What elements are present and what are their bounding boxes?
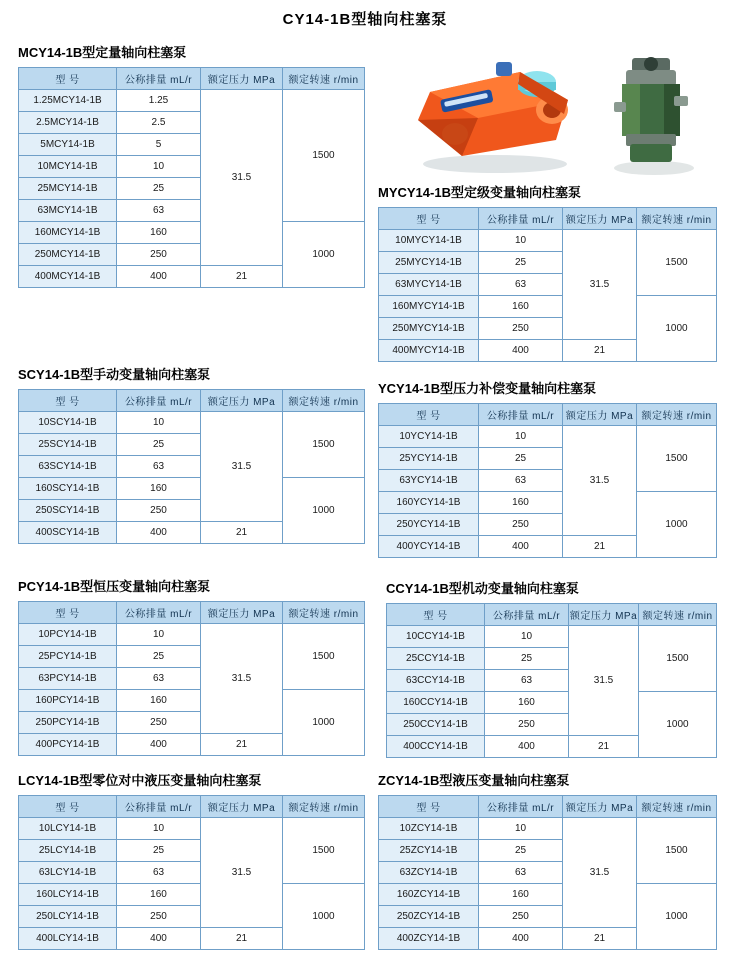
spec-table-mycy: [378, 207, 717, 362]
cell-displacement: 400: [117, 522, 201, 544]
cell-displacement: 63: [117, 200, 201, 222]
cell-model: 63MCY14-1B: [19, 200, 117, 222]
cell-speed-low: 1000: [283, 690, 365, 756]
table-row: [19, 478, 365, 500]
table-row: [19, 690, 365, 712]
cell-speed-high: 1500: [283, 90, 365, 222]
cell-displacement: 160: [117, 478, 201, 500]
cell-displacement: 10: [479, 426, 563, 448]
section-lcy: [18, 770, 364, 950]
table-row: [19, 222, 365, 244]
cell-displacement: 250: [479, 514, 563, 536]
col-model: 型 号: [19, 68, 117, 90]
col-model: 型 号: [387, 604, 485, 626]
cell-model: 25LCY14-1B: [19, 840, 117, 862]
cell-model: 160MCY14-1B: [19, 222, 117, 244]
col-pressure: 额定压力 MPa: [201, 68, 283, 90]
section-ccy: [386, 578, 716, 758]
cell-model: 10ZCY14-1B: [379, 818, 479, 840]
col-model: 型 号: [19, 390, 117, 412]
cell-displacement: 400: [479, 536, 563, 558]
cell-model: 250MCY14-1B: [19, 244, 117, 266]
cell-displacement: 160: [117, 222, 201, 244]
cell-speed-low: 1000: [283, 222, 365, 288]
cell-displacement: 160: [485, 692, 569, 714]
col-pressure: 额定压力 MPa: [201, 602, 283, 624]
col-pressure: 额定压力 MPa: [569, 604, 639, 626]
cell-displacement: 160: [479, 492, 563, 514]
cell-pressure-main: 31.5: [201, 624, 283, 734]
col-model: 型 号: [379, 208, 479, 230]
cell-displacement: 2.5: [117, 112, 201, 134]
cell-model: 5MCY14-1B: [19, 134, 117, 156]
cell-displacement: 10: [117, 818, 201, 840]
cell-pressure-main: 31.5: [201, 412, 283, 522]
cell-displacement: 25: [479, 252, 563, 274]
cell-displacement: 10: [479, 230, 563, 252]
col-speed: 额定转速 r/min: [637, 796, 717, 818]
table-header-row: [379, 404, 717, 426]
cell-pressure-last: 21: [563, 536, 637, 558]
cell-model: 25PCY14-1B: [19, 646, 117, 668]
table-header-row: [19, 68, 365, 90]
col-displacement: 公称排量 mL/r: [479, 404, 563, 426]
cell-pressure-main: 31.5: [563, 426, 637, 536]
cell-displacement: 250: [117, 244, 201, 266]
cell-displacement: 400: [485, 736, 569, 758]
cell-displacement: 400: [479, 928, 563, 950]
spec-table-scy: [18, 389, 365, 544]
cell-pressure-last: 21: [563, 340, 637, 362]
section-title-scy: SCY14-1B型手动变量轴向柱塞泵: [18, 367, 211, 382]
cell-speed-low: 1000: [637, 492, 717, 558]
cell-model: 160YCY14-1B: [379, 492, 479, 514]
cell-speed-high: 1500: [283, 412, 365, 478]
table-row: [19, 90, 365, 112]
table-row: [379, 884, 717, 906]
cell-pressure-main: 31.5: [563, 818, 637, 928]
col-speed: 额定转速 r/min: [639, 604, 717, 626]
cell-displacement: 160: [479, 884, 563, 906]
col-speed: 额定转速 r/min: [283, 796, 365, 818]
cell-model: 400MCY14-1B: [19, 266, 117, 288]
spec-table-zcy: [378, 795, 717, 950]
cell-model: 160PCY14-1B: [19, 690, 117, 712]
col-displacement: 公称排量 mL/r: [485, 604, 569, 626]
table-header-row: [19, 390, 365, 412]
section-title-lcy: LCY14-1B型零位对中液压变量轴向柱塞泵: [18, 773, 262, 788]
cell-displacement: 160: [479, 296, 563, 318]
cell-displacement: 160: [117, 884, 201, 906]
col-speed: 额定转速 r/min: [283, 390, 365, 412]
cell-displacement: 63: [117, 668, 201, 690]
table-row: [19, 884, 365, 906]
cell-pressure-last: 21: [201, 266, 283, 288]
cell-displacement: 250: [479, 318, 563, 340]
cell-displacement: 10: [479, 818, 563, 840]
col-displacement: 公称排量 mL/r: [117, 602, 201, 624]
cell-pressure-last: 21: [569, 736, 639, 758]
cell-model: 10MCY14-1B: [19, 156, 117, 178]
cell-displacement: 25: [485, 648, 569, 670]
cell-model: 1.25MCY14-1B: [19, 90, 117, 112]
table-header-row: [379, 208, 717, 230]
section-ycy: [378, 378, 716, 558]
spec-table-ycy: [378, 403, 717, 558]
table-header-row: [379, 796, 717, 818]
cell-model: 63ZCY14-1B: [379, 862, 479, 884]
table-row: [379, 818, 717, 840]
col-speed: 额定转速 r/min: [637, 208, 717, 230]
cell-displacement: 10: [117, 412, 201, 434]
cell-displacement: 25: [479, 840, 563, 862]
cell-pressure-main: 31.5: [201, 818, 283, 928]
section-title-ycy: YCY14-1B型压力补偿变量轴向柱塞泵: [378, 381, 597, 396]
cell-model: 400LCY14-1B: [19, 928, 117, 950]
col-speed: 额定转速 r/min: [283, 602, 365, 624]
table-row: [379, 426, 717, 448]
cell-model: 160MYCY14-1B: [379, 296, 479, 318]
table-header-row: [19, 602, 365, 624]
cell-pressure-last: 21: [563, 928, 637, 950]
cell-speed-low: 1000: [639, 692, 717, 758]
table-row: [379, 230, 717, 252]
cell-model: 400YCY14-1B: [379, 536, 479, 558]
section-title-mycy: MYCY14-1B型定级变量轴向柱塞泵: [378, 185, 581, 200]
cell-model: 400MYCY14-1B: [379, 340, 479, 362]
cell-model: 10SCY14-1B: [19, 412, 117, 434]
section-title-zcy: ZCY14-1B型液压变量轴向柱塞泵: [378, 773, 570, 788]
cell-speed-high: 1500: [637, 426, 717, 492]
cell-displacement: 25: [117, 646, 201, 668]
cell-speed-high: 1500: [637, 818, 717, 884]
page-title: CY14-1B型轴向柱塞泵: [282, 11, 448, 28]
col-displacement: 公称排量 mL/r: [479, 796, 563, 818]
cell-model: 25YCY14-1B: [379, 448, 479, 470]
cell-model: 160CCY14-1B: [387, 692, 485, 714]
col-pressure: 额定压力 MPa: [563, 404, 637, 426]
green-axial-piston-pump-photo: [596, 44, 706, 178]
table-row: [19, 412, 365, 434]
col-model: 型 号: [19, 796, 117, 818]
cell-displacement: 5: [117, 134, 201, 156]
cell-speed-low: 1000: [283, 478, 365, 544]
cell-model: 10YCY14-1B: [379, 426, 479, 448]
cell-model: 63LCY14-1B: [19, 862, 117, 884]
section-pcy: [18, 576, 364, 756]
cell-displacement: 160: [117, 690, 201, 712]
table-row: [387, 626, 717, 648]
cell-displacement: 25: [117, 434, 201, 456]
cell-model: 400CCY14-1B: [387, 736, 485, 758]
cell-model: 10LCY14-1B: [19, 818, 117, 840]
cell-pressure-last: 21: [201, 928, 283, 950]
cell-model: 250MYCY14-1B: [379, 318, 479, 340]
cell-model: 250SCY14-1B: [19, 500, 117, 522]
section-scy: [18, 364, 364, 544]
cell-speed-low: 1000: [283, 884, 365, 950]
cell-displacement: 25: [117, 178, 201, 200]
section-title-pcy: PCY14-1B型恒压变量轴向柱塞泵: [18, 579, 211, 594]
cell-pressure-main: 31.5: [201, 90, 283, 266]
spec-table-pcy: [18, 601, 365, 756]
cell-displacement: 250: [479, 906, 563, 928]
spec-table-mcy: [18, 67, 365, 288]
cell-model: 250PCY14-1B: [19, 712, 117, 734]
cell-model: 250CCY14-1B: [387, 714, 485, 736]
col-pressure: 额定压力 MPa: [201, 390, 283, 412]
cell-displacement: 63: [479, 274, 563, 296]
cell-model: 25SCY14-1B: [19, 434, 117, 456]
cell-speed-low: 1000: [637, 884, 717, 950]
cell-model: 160LCY14-1B: [19, 884, 117, 906]
cell-model: 250LCY14-1B: [19, 906, 117, 928]
cell-displacement: 250: [117, 712, 201, 734]
col-displacement: 公称排量 mL/r: [479, 208, 563, 230]
section-mcy: [18, 42, 364, 288]
cell-speed-high: 1500: [637, 230, 717, 296]
section-title-mcy: MCY14-1B型定量轴向柱塞泵: [18, 45, 187, 60]
section-mycy: [378, 182, 716, 362]
cell-displacement: 25: [479, 448, 563, 470]
col-model: 型 号: [379, 796, 479, 818]
cell-model: 63CCY14-1B: [387, 670, 485, 692]
cell-displacement: 250: [485, 714, 569, 736]
cell-displacement: 63: [117, 862, 201, 884]
orange-axial-piston-pump-photo: [400, 48, 590, 178]
cell-pressure-main: 31.5: [563, 230, 637, 340]
cell-displacement: 250: [117, 500, 201, 522]
cell-model: 25MCY14-1B: [19, 178, 117, 200]
cell-model: 25CCY14-1B: [387, 648, 485, 670]
cell-displacement: 400: [117, 928, 201, 950]
cell-displacement: 10: [117, 156, 201, 178]
col-displacement: 公称排量 mL/r: [117, 796, 201, 818]
cell-displacement: 63: [479, 862, 563, 884]
col-pressure: 额定压力 MPa: [563, 208, 637, 230]
cell-speed-high: 1500: [283, 624, 365, 690]
cell-model: 63PCY14-1B: [19, 668, 117, 690]
cell-speed-high: 1500: [283, 818, 365, 884]
col-displacement: 公称排量 mL/r: [117, 68, 201, 90]
cell-displacement: 250: [117, 906, 201, 928]
cell-model: 63YCY14-1B: [379, 470, 479, 492]
cell-displacement: 63: [485, 670, 569, 692]
col-model: 型 号: [19, 602, 117, 624]
section-title-ccy: CCY14-1B型机动变量轴向柱塞泵: [386, 581, 579, 596]
cell-displacement: 400: [117, 734, 201, 756]
cell-model: 400PCY14-1B: [19, 734, 117, 756]
table-header-row: [387, 604, 717, 626]
cell-model: 160ZCY14-1B: [379, 884, 479, 906]
cell-model: 160SCY14-1B: [19, 478, 117, 500]
cell-model: 10MYCY14-1B: [379, 230, 479, 252]
cell-displacement: 10: [117, 624, 201, 646]
cell-model: 25ZCY14-1B: [379, 840, 479, 862]
cell-model: 400SCY14-1B: [19, 522, 117, 544]
cell-model: 63SCY14-1B: [19, 456, 117, 478]
cell-speed-low: 1000: [637, 296, 717, 362]
section-zcy: [378, 770, 716, 950]
table-row: [379, 492, 717, 514]
cell-displacement: 1.25: [117, 90, 201, 112]
cell-model: 250YCY14-1B: [379, 514, 479, 536]
cell-displacement: 25: [117, 840, 201, 862]
col-pressure: 额定压力 MPa: [201, 796, 283, 818]
cell-model: 400ZCY14-1B: [379, 928, 479, 950]
spec-table-lcy: [18, 795, 365, 950]
cell-displacement: 400: [479, 340, 563, 362]
col-model: 型 号: [379, 404, 479, 426]
cell-speed-high: 1500: [639, 626, 717, 692]
cell-displacement: 10: [485, 626, 569, 648]
cell-model: 2.5MCY14-1B: [19, 112, 117, 134]
table-row: [379, 296, 717, 318]
cell-displacement: 63: [479, 470, 563, 492]
cell-model: 63MYCY14-1B: [379, 274, 479, 296]
spec-table-ccy: [386, 603, 717, 758]
cell-displacement: 63: [117, 456, 201, 478]
cell-model: 10PCY14-1B: [19, 624, 117, 646]
col-pressure: 额定压力 MPa: [563, 796, 637, 818]
col-speed: 额定转速 r/min: [283, 68, 365, 90]
cell-pressure-last: 21: [201, 522, 283, 544]
col-displacement: 公称排量 mL/r: [117, 390, 201, 412]
col-speed: 额定转速 r/min: [637, 404, 717, 426]
cell-displacement: 400: [117, 266, 201, 288]
cell-model: 250ZCY14-1B: [379, 906, 479, 928]
cell-pressure-main: 31.5: [569, 626, 639, 736]
table-row: [19, 624, 365, 646]
cell-model: 25MYCY14-1B: [379, 252, 479, 274]
table-header-row: [19, 796, 365, 818]
cell-pressure-last: 21: [201, 734, 283, 756]
table-row: [387, 692, 717, 714]
table-row: [19, 818, 365, 840]
cell-model: 10CCY14-1B: [387, 626, 485, 648]
